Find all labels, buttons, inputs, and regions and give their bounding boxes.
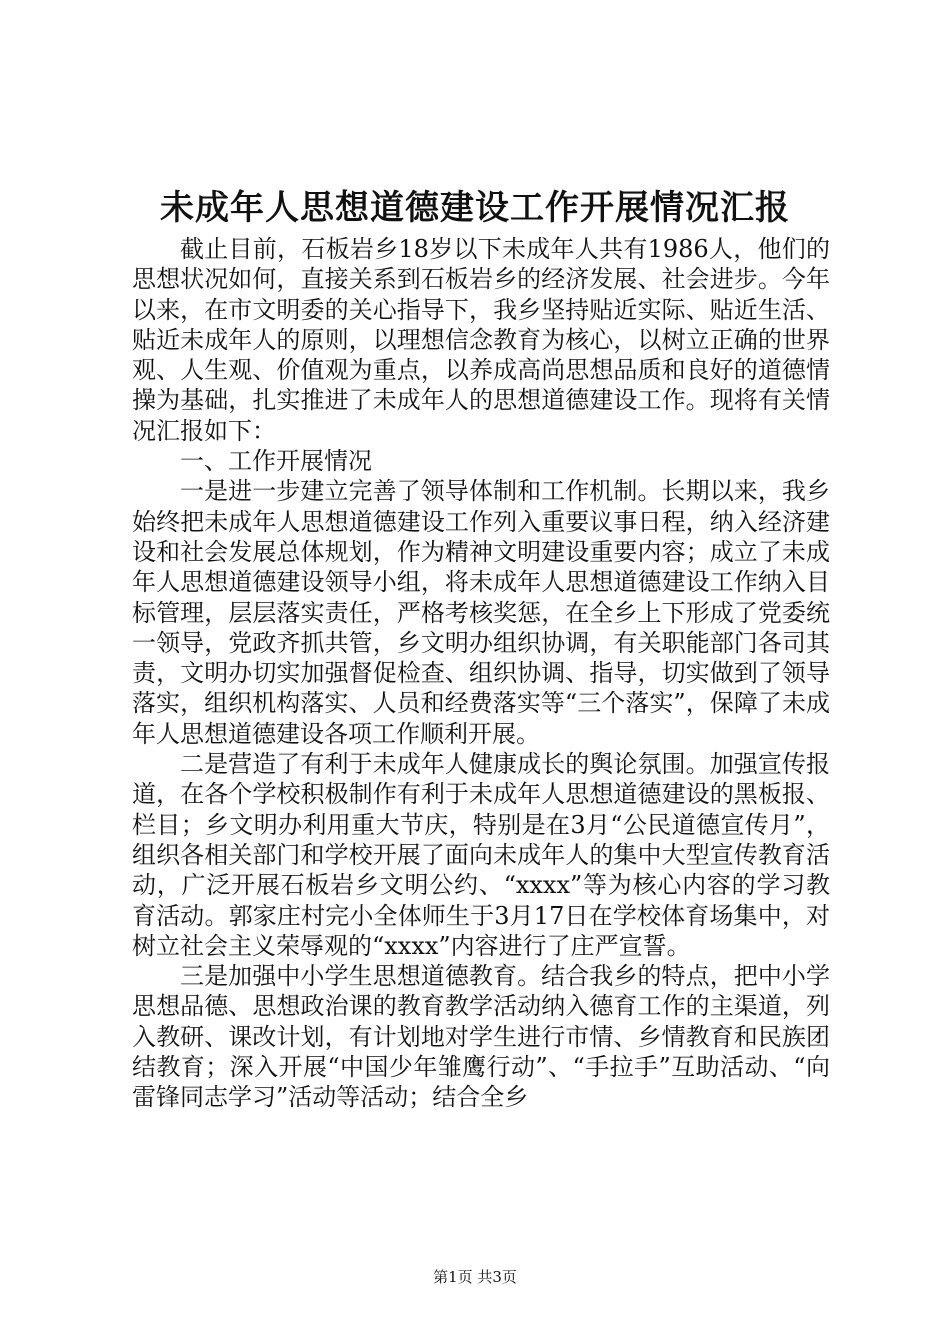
document-body [132, 234, 830, 1113]
paragraph-item-1: 一是进一步建立完善了领导体制和工作机制。长期以来，我乡始终把未成年人思想道德建设工作列入重要议事日程，纳入经济建设和社会发展总体规划，作为精神文明建设重要内容；成立了未成年人思想道德建设领导小组，将未成年人思想道德建设工作纳入目标管理，层层落实责任，严格考核奖惩，在全乡上下形成了党委统一领导，党政齐抓共管，乡文明办组织协调，有关职能部门各司其责，文明办切实加强督促检查、组织协调、指导，切实做到了领导落实，组织机构落实、人员和经费落实等“三个落实”，保障了未成年人思想道德建设各项工作顺利开展。 [132, 477, 830, 748]
page-number-footer: 第1页 共3页 [433, 1268, 517, 1286]
paragraph-item-2: 二是营造了有利于未成年人健康成长的舆论氛围。加强宣传报道，在各个学校积极制作有利于未成年人思想道德建设的黑板报、栏目；乡文明办利用重大节庆，特别是在3月“公民道德宣传月”，组织各相关部门和学校开展了面向未成年人的集中大型宣传教育活动，广泛开展石板岩乡文明公约、“xxxx”等为核心内容的学习教育活动。郭家庄村完小全体师生于3月17日在学校体育场集中，对树立社会主义荣辱观的“xxxx”内容进行了庄严宣誓。 [132, 750, 830, 960]
paragraph-intro: 截止目前，石板岩乡18岁以下未成年人共有1986人，他们的思想状况如何，直接关系到石板岩乡的经济发展、社会进步。今年以来，在市文明委的关心指导下，我乡坚持贴近实际、贴近生活、贴近未成年人的原则，以理想信念教育为核心，以树立正确的世界观、人生观、价值观为重点，以养成高尚思想品质和良好的道德情操为基础，扎实推进了未成年人的思想道德建设工作。现将有关情况汇报如下： [132, 235, 830, 445]
paragraph-item-3: 三是加强中小学生思想道德教育。结合我乡的特点，把中小学思想品德、思想政治课的教育教学活动纳入德育工作的主渠道，列入教研、课改计划，有计划地对学生进行市情、乡情教育和民族团结教育；深入开展“中国少年雏鹰行动”、“手拉手”互助活动、“向雷锋同志学习”活动等活动；结合全乡 [132, 962, 830, 1112]
section-heading: 一、工作开展情况 [180, 447, 372, 476]
document-title: 未成年人思想道德建设工作开展情况汇报 [160, 188, 790, 228]
